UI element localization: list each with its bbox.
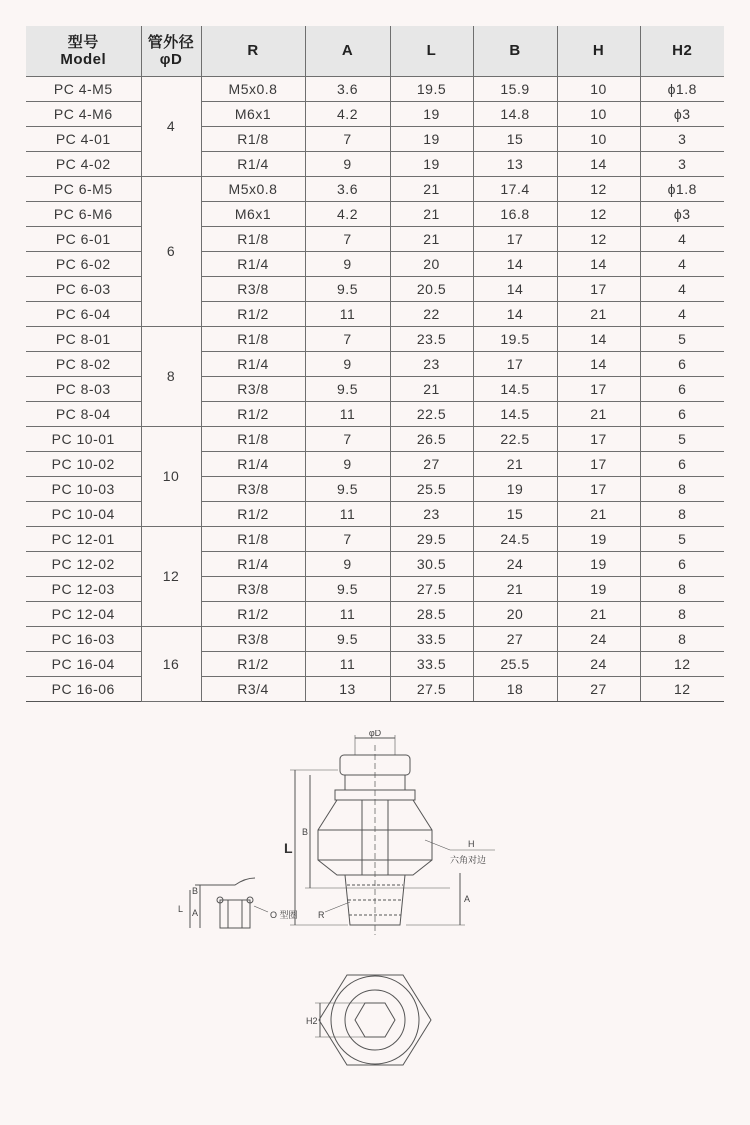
cell-h: 17 [557,426,640,451]
cell-h2: 5 [640,426,724,451]
cell-l: 33.5 [390,626,473,651]
cell-model: PC 16-03 [26,626,141,651]
label-h: H [468,839,475,849]
cell-l: 30.5 [390,551,473,576]
cell-h2: 8 [640,576,724,601]
cell-model: PC 12-04 [26,601,141,626]
table-row [26,576,724,601]
cell-b: 14.5 [473,376,557,401]
cell-h: 17 [557,276,640,301]
cell-r: R1/2 [201,651,305,676]
cell-a: 9.5 [305,276,390,301]
table-row [26,251,724,276]
cell-h: 21 [557,501,640,526]
cell-h2: 6 [640,551,724,576]
cell-r: R3/8 [201,476,305,501]
fitting-drawing [150,730,600,1110]
cell-r: R1/4 [201,351,305,376]
cell-a: 13 [305,676,390,701]
table-row [26,401,724,426]
cell-r: R1/8 [201,426,305,451]
cell-b: 14.5 [473,401,557,426]
cell-l: 19 [390,151,473,176]
cell-r: R1/2 [201,601,305,626]
cell-h: 10 [557,101,640,126]
table-row [26,451,724,476]
cell-b: 21 [473,451,557,476]
header-h2: H2 [640,26,724,76]
cell-h2: 4 [640,276,724,301]
table-row [26,476,724,501]
cell-r: R1/4 [201,551,305,576]
cell-r: R1/4 [201,151,305,176]
cell-b: 16.8 [473,201,557,226]
cell-h2: 8 [640,501,724,526]
cell-a: 3.6 [305,76,390,101]
cell-l: 19 [390,126,473,151]
cell-r: M5x0.8 [201,76,305,101]
cell-r: R3/8 [201,576,305,601]
cell-h2: ϕ1.8 [640,76,724,101]
cell-a: 9 [305,151,390,176]
cell-h2: 12 [640,676,724,701]
table-row [26,126,724,151]
cell-h: 17 [557,376,640,401]
cell-a: 9.5 [305,476,390,501]
cell-r: R3/4 [201,676,305,701]
cell-h2: 5 [640,526,724,551]
r-leader [325,902,350,912]
hex-inner-circle [345,990,405,1050]
cell-b: 24 [473,551,557,576]
cell-model: PC 6-03 [26,276,141,301]
cell-outer-diameter: 4 [141,76,201,176]
cell-model: PC 10-04 [26,501,141,526]
cell-b: 19 [473,476,557,501]
label-h2: H2 [306,1016,318,1026]
cell-model: PC 12-03 [26,576,141,601]
table-row [26,526,724,551]
table-row [26,176,724,201]
cell-a: 9 [305,451,390,476]
cell-model: PC 10-02 [26,451,141,476]
cell-h: 14 [557,351,640,376]
cell-l: 21 [390,376,473,401]
table-row [26,651,724,676]
cell-l: 21 [390,176,473,201]
cell-r: R1/2 [201,401,305,426]
cell-l: 23.5 [390,326,473,351]
cell-model: PC 6-M5 [26,176,141,201]
label-phi-d: φD [368,730,382,738]
cell-h2: ϕ3 [640,101,724,126]
cell-l: 19 [390,101,473,126]
table-row [26,76,724,101]
cell-b: 24.5 [473,526,557,551]
cell-l: 27 [390,451,473,476]
cell-h: 24 [557,651,640,676]
cell-model: PC 8-03 [26,376,141,401]
cell-model: PC 10-03 [26,476,141,501]
header-r: R [201,26,305,76]
cell-r: R1/4 [201,251,305,276]
label-oring-l: L [178,904,184,914]
cell-a: 3.6 [305,176,390,201]
cell-b: 21 [473,576,557,601]
cell-outer-diameter: 16 [141,626,201,701]
cell-l: 22 [390,301,473,326]
cell-l: 21 [390,201,473,226]
cell-r: R1/2 [201,501,305,526]
cell-a: 4.2 [305,101,390,126]
label-oring-a: A [192,908,199,918]
cell-l: 27.5 [390,676,473,701]
cell-outer-diameter: 12 [141,526,201,626]
cell-model: PC 6-01 [26,226,141,251]
cell-model: PC 4-M5 [26,76,141,101]
cell-l: 27.5 [390,576,473,601]
cell-l: 29.5 [390,526,473,551]
cell-outer-diameter: 6 [141,176,201,326]
cell-r: M6x1 [201,101,305,126]
table-row [26,376,724,401]
cell-h2: 3 [640,126,724,151]
cell-outer-diameter: 8 [141,326,201,426]
cell-h: 21 [557,301,640,326]
cell-r: R1/2 [201,301,305,326]
table-row [26,326,724,351]
cell-h2: 12 [640,651,724,676]
cell-r: M6x1 [201,201,305,226]
header-od-cn: 管外径 [147,33,195,51]
cell-l: 22.5 [390,401,473,426]
table-body [26,76,724,701]
cell-r: R1/4 [201,451,305,476]
cell-l: 26.5 [390,426,473,451]
cell-model: PC 6-02 [26,251,141,276]
cell-b: 14.8 [473,101,557,126]
cell-h: 19 [557,551,640,576]
cell-b: 18 [473,676,557,701]
cell-b: 14 [473,251,557,276]
cell-model: PC 8-04 [26,401,141,426]
cell-h2: 8 [640,626,724,651]
table-row [26,676,724,701]
header-b: B [473,26,557,76]
label-l: L [284,840,293,856]
cell-l: 25.5 [390,476,473,501]
table-row [26,276,724,301]
cell-b: 14 [473,276,557,301]
cell-h2: 4 [640,251,724,276]
cell-a: 9.5 [305,376,390,401]
header-a: A [305,26,390,76]
cell-model: PC 4-M6 [26,101,141,126]
cell-l: 20.5 [390,276,473,301]
cell-b: 17 [473,351,557,376]
header-h: H [557,26,640,76]
label-a: A [464,894,471,904]
table-row [26,301,724,326]
header-l: L [390,26,473,76]
cell-r: R1/8 [201,526,305,551]
label-hex-note: 六角对边 [450,855,487,865]
header-outer-diameter [141,26,201,76]
cell-a: 7 [305,526,390,551]
cell-a: 9 [305,551,390,576]
cell-l: 19.5 [390,76,473,101]
header-model-en: Model [60,50,107,68]
cell-h2: 8 [640,601,724,626]
cell-b: 22.5 [473,426,557,451]
cell-h: 14 [557,151,640,176]
cell-model: PC 4-02 [26,151,141,176]
cell-model: PC 6-M6 [26,201,141,226]
table-row [26,501,724,526]
hex-outer-circle [331,976,419,1064]
table-row [26,351,724,376]
cell-a: 9.5 [305,626,390,651]
cell-b: 20 [473,601,557,626]
table-row [26,151,724,176]
cell-a: 11 [305,601,390,626]
cell-h: 21 [557,401,640,426]
cell-h2: ϕ3 [640,201,724,226]
table-row [26,551,724,576]
cell-a: 11 [305,651,390,676]
cell-b: 15 [473,501,557,526]
cell-h2: 6 [640,401,724,426]
cell-b: 19.5 [473,326,557,351]
cell-model: PC 12-02 [26,551,141,576]
cell-b: 27 [473,626,557,651]
label-oring-b: B [192,886,199,896]
cell-a: 11 [305,501,390,526]
table-row [26,626,724,651]
cell-r: R3/8 [201,276,305,301]
cell-model: PC 16-06 [26,676,141,701]
cell-h: 19 [557,576,640,601]
cell-a: 11 [305,301,390,326]
cell-model: PC 12-01 [26,526,141,551]
cell-h2: 4 [640,226,724,251]
inner-hex-socket [355,1003,395,1037]
header-od-symbol: φD [159,50,183,68]
cell-h: 12 [557,176,640,201]
cell-h: 14 [557,326,640,351]
table-row [26,601,724,626]
cell-b: 17.4 [473,176,557,201]
label-oring-note: O 型圈 [270,910,298,920]
cell-h: 27 [557,676,640,701]
cell-h2: 4 [640,301,724,326]
cell-h2: ϕ1.8 [640,176,724,201]
cell-a: 9 [305,351,390,376]
cell-r: R3/8 [201,376,305,401]
table-row [26,226,724,251]
cell-l: 20 [390,251,473,276]
cell-b: 14 [473,301,557,326]
cell-model: PC 4-01 [26,126,141,151]
cell-h: 19 [557,526,640,551]
cell-h2: 6 [640,376,724,401]
cell-model: PC 8-01 [26,326,141,351]
cell-r: R1/8 [201,226,305,251]
cell-h: 10 [557,76,640,101]
cell-b: 17 [473,226,557,251]
cell-h: 17 [557,451,640,476]
cell-a: 9 [305,251,390,276]
cell-r: R3/8 [201,626,305,651]
cell-model: PC 16-04 [26,651,141,676]
h-leader [425,840,450,850]
oring-leader [254,906,268,912]
cell-h: 24 [557,626,640,651]
cell-h: 12 [557,226,640,251]
cell-a: 9.5 [305,576,390,601]
cell-l: 23 [390,351,473,376]
cell-h2: 5 [640,326,724,351]
table-row [26,426,724,451]
cell-h: 21 [557,601,640,626]
header-row [26,26,724,76]
cell-h2: 8 [640,476,724,501]
cell-a: 7 [305,226,390,251]
header-model [26,26,141,76]
oring-top [195,878,255,885]
cell-l: 28.5 [390,601,473,626]
cell-h2: 6 [640,451,724,476]
cell-model: PC 10-01 [26,426,141,451]
cell-r: R1/8 [201,326,305,351]
cell-b: 25.5 [473,651,557,676]
cell-a: 4.2 [305,201,390,226]
cell-model: PC 8-02 [26,351,141,376]
cell-h: 17 [557,476,640,501]
cell-model: PC 6-04 [26,301,141,326]
cell-a: 7 [305,126,390,151]
cell-h: 14 [557,251,640,276]
cell-a: 11 [305,401,390,426]
cell-h: 10 [557,126,640,151]
cell-h2: 3 [640,151,724,176]
oring-port [220,900,250,928]
cell-a: 7 [305,426,390,451]
cell-l: 23 [390,501,473,526]
table-row [26,101,724,126]
cell-l: 21 [390,226,473,251]
spec-table [26,26,724,702]
label-r: R [318,910,325,920]
cell-b: 15 [473,126,557,151]
table-row [26,201,724,226]
cell-h2: 6 [640,351,724,376]
cell-r: M5x0.8 [201,176,305,201]
hex-bottom-view [319,975,431,1065]
cell-a: 7 [305,326,390,351]
cell-r: R1/8 [201,126,305,151]
cell-h: 12 [557,201,640,226]
header-model-cn: 型号 [67,33,99,51]
cell-b: 13 [473,151,557,176]
cell-outer-diameter: 10 [141,426,201,526]
cell-b: 15.9 [473,76,557,101]
cell-l: 33.5 [390,651,473,676]
label-b: B [302,827,309,837]
